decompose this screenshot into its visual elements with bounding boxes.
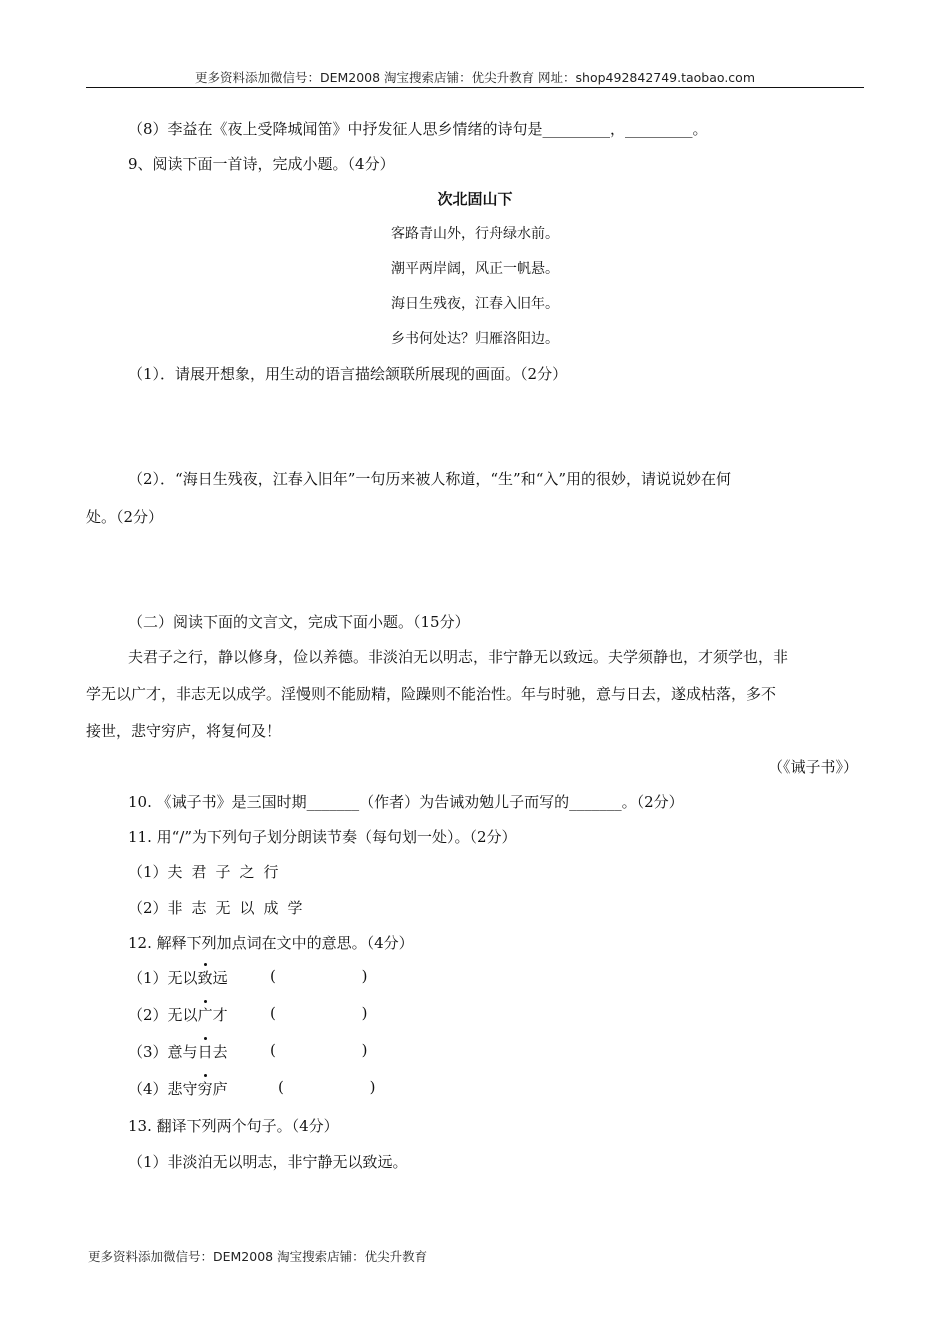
- question-8: （8）李益在《夜上受降城闻笛》中抒发征人思乡情绪的诗句是_________，_________。: [128, 120, 708, 138]
- poem-line-2: 潮平两岸阔，风正一帆悬。: [391, 261, 559, 277]
- question-11-item-1: [128, 861, 288, 882]
- item-number: （1）: [128, 863, 168, 881]
- question-13-prompt: 13. 翻译下列两个句子。（4分）: [128, 1117, 339, 1135]
- question-9-prompt: 9、阅读下面一首诗，完成小题。（4分）: [128, 155, 395, 173]
- page-footer: 更多资料添加微信号：DEM2008 淘宝搜索店铺：优尖升教育: [88, 1249, 428, 1264]
- phrase-suffix: 去: [212, 1043, 228, 1061]
- dotted-word: 致: [197, 969, 213, 987]
- phrase-prefix: 无以: [167, 1006, 198, 1024]
- question-12-item-4: [128, 1078, 228, 1099]
- answer-blank-3: ( ): [270, 1041, 368, 1059]
- question-9-sub-1: （1）．请展开想象，用生动的语言描绘颔联所展现的画面。（2分）: [128, 365, 568, 383]
- item-number: （2）: [128, 1006, 168, 1024]
- rhythm-sentence: 非志无以成学: [167, 899, 312, 917]
- dotted-word: 广: [197, 1006, 213, 1024]
- question-12-item-3: [128, 1041, 228, 1062]
- phrase-prefix: 悲守: [167, 1080, 198, 1098]
- question-11-prompt: 11. 用“/”为下列句子划分朗读节奏（每句划一处）。（2分）: [128, 828, 517, 846]
- answer-blank-4: ( ): [278, 1078, 376, 1096]
- question-12-item-2: [128, 1004, 228, 1025]
- item-number: （4）: [128, 1080, 168, 1098]
- item-number: （3）: [128, 1043, 168, 1061]
- phrase-suffix: 庐: [212, 1080, 228, 1098]
- phrase-prefix: 意与: [167, 1043, 198, 1061]
- question-9-sub-2-line-1: （2）．“海日生残夜，江春入旧年”一句历来被人称道，“生”和“入”用的很妙，请说说妙在何: [128, 470, 732, 488]
- item-number: （2）: [128, 899, 168, 917]
- dotted-word: 日: [197, 1043, 213, 1061]
- rhythm-sentence: 夫君子之行: [167, 863, 288, 881]
- poem-title: 次北固山下: [437, 190, 513, 208]
- section-2-heading: （二）阅读下面的文言文，完成下面小题。（15分）: [128, 613, 470, 631]
- dotted-word: 穷: [197, 1080, 213, 1098]
- poem-line-1: 客路青山外，行舟绿水前。: [391, 226, 559, 242]
- poem-line-3: 海日生残夜，江春入旧年。: [391, 296, 559, 312]
- phrase-suffix: 才: [212, 1006, 228, 1024]
- phrase-prefix: 无以: [167, 969, 198, 987]
- question-12-prompt: 12. 解释下列加点词在文中的意思。（4分）: [128, 934, 414, 952]
- page-header: 更多资料添加微信号：DEM2008 淘宝搜索店铺：优尖升教育 网址：shop492842749.taobao.com: [194, 70, 756, 85]
- poem-line-4: 乡书何处达？归雁洛阳边。: [391, 331, 559, 347]
- passage-line-2: 学无以广才，非志无以成学。淫慢则不能励精，险躁则不能治性。年与时驰，意与日去，遂成枯落，多不: [86, 685, 777, 703]
- answer-blank-2: ( ): [270, 1004, 368, 1022]
- question-10: 10. 《诫子书》是三国时期_______（作者）为告诫劝勉儿子而写的_______。（2分）: [128, 793, 684, 811]
- passage-source: （《诫子书》）: [767, 758, 858, 776]
- question-13-sub-1: （1）非淡泊无以明志，非宁静无以致远。: [128, 1153, 408, 1171]
- item-number: （1）: [128, 969, 168, 987]
- phrase-suffix: 远: [212, 969, 228, 987]
- question-12-item-1: [128, 967, 228, 988]
- header-divider: [86, 87, 864, 88]
- question-11-item-2: [128, 897, 312, 918]
- passage-line-3: 接世，悲守穷庐，将复何及！: [86, 722, 282, 740]
- answer-blank-1: ( ): [270, 967, 368, 985]
- passage-line-1: 夫君子之行，静以修身，俭以养德。非淡泊无以明志，非宁静无以致远。夫学须静也，才须学也，非: [128, 648, 789, 666]
- question-9-sub-2-line-2: 处。（2分）: [86, 508, 164, 526]
